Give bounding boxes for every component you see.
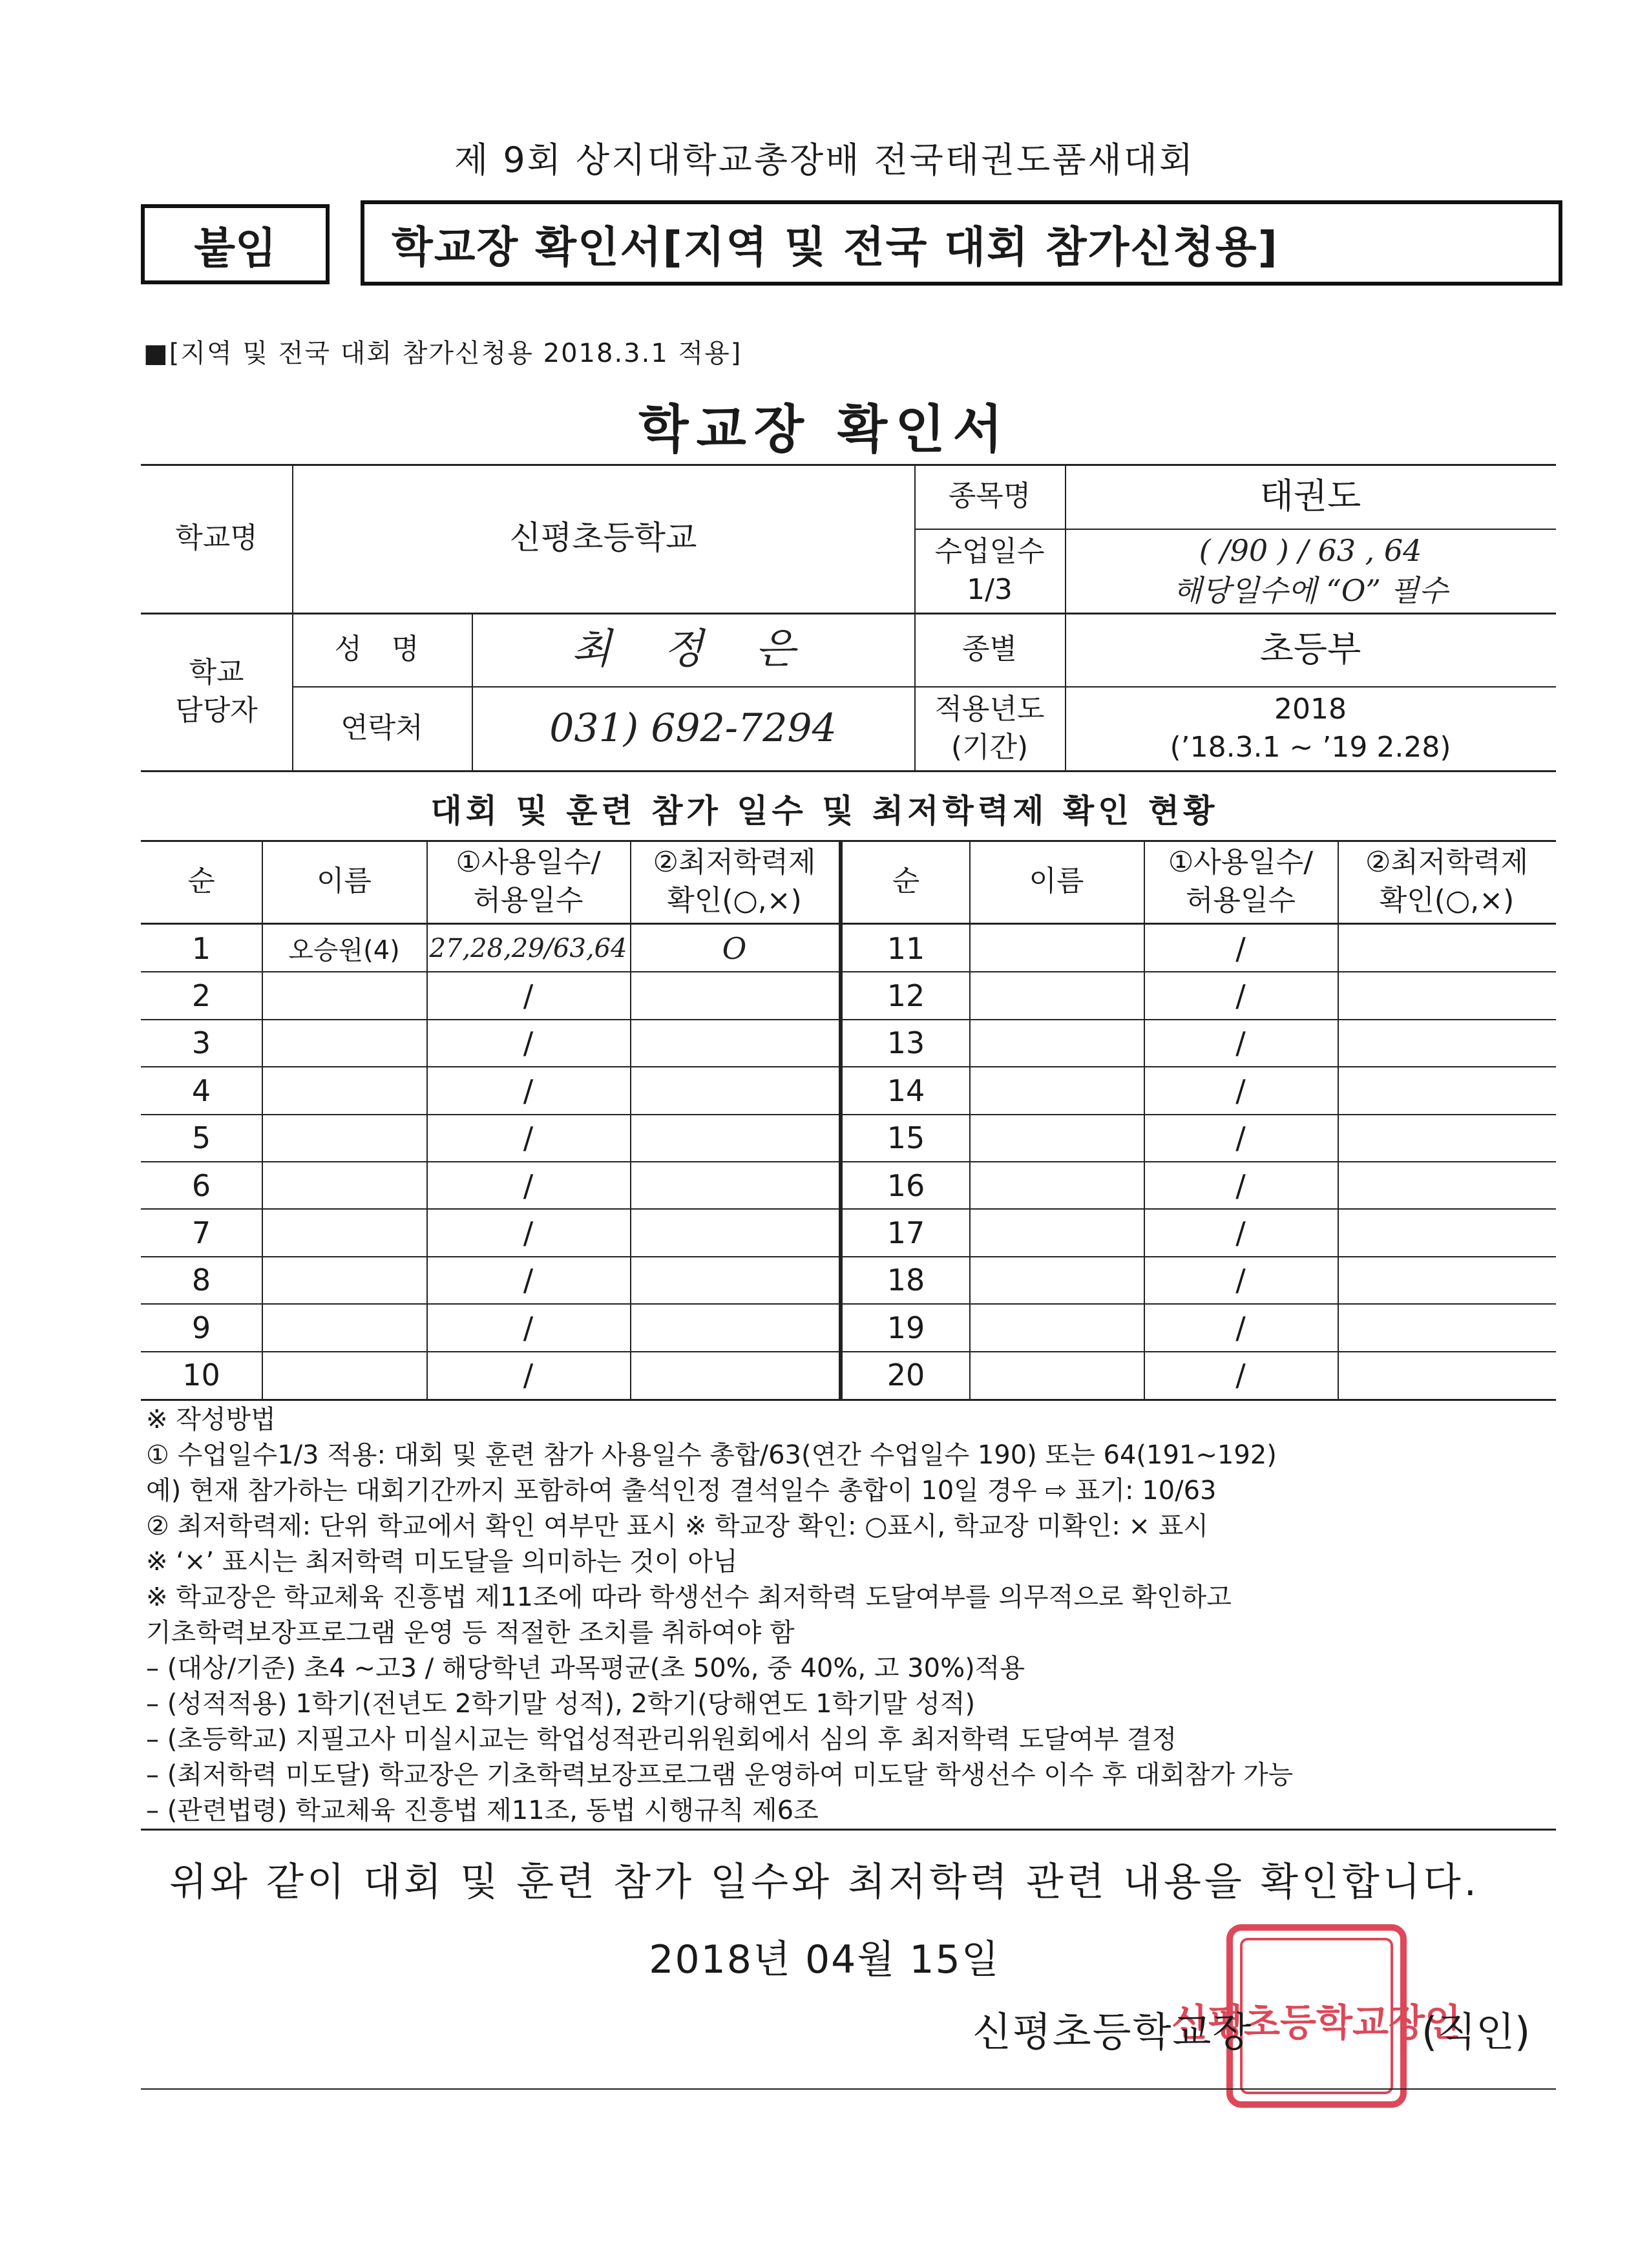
- table-cell-name: [969, 1020, 1144, 1067]
- table-cell-name: 오승원(4): [288, 936, 400, 966]
- table-cell-check: [630, 1162, 839, 1209]
- table-cell-no: 10: [182, 1358, 220, 1393]
- method-line: – (성적적용) 1학기(전년도 2학기말 성적), 2학기(당해연도 1학기말 성적): [146, 1689, 976, 1719]
- table-cell-no: 4: [191, 1073, 211, 1108]
- method-heading: ※ 작성방법: [146, 1405, 276, 1434]
- name-value: 최 정 은: [571, 625, 815, 673]
- table-cell-days: /: [1235, 1310, 1246, 1345]
- table-cell-days: /: [523, 1120, 534, 1156]
- table-cell-days: /: [1235, 930, 1246, 966]
- method-line: – (대상/기준) 초4 ~고3 / 해당학년 과목평균(초 50%, 중 40%, 고 30%)적용: [146, 1654, 1025, 1683]
- column-divider: [969, 840, 971, 1399]
- year-value-line2: (’18.3.1 ~ ’19 2.28): [1170, 731, 1451, 764]
- table-cell-name: [262, 1067, 426, 1114]
- header-days-right: [1144, 840, 1338, 923]
- header-days-line2: 허용일수: [473, 884, 583, 917]
- year-label: [914, 686, 1065, 770]
- table-cell-days: /: [523, 1168, 534, 1203]
- method-line: – (초등학교) 지필고사 미실시교는 학업성적관리위원회에서 심의 후 최저학력 도달여부 결정: [146, 1725, 1177, 1754]
- table-cell-no: 17: [887, 1215, 925, 1251]
- year-label-line1: 적용년도: [934, 692, 1045, 726]
- table-cell-check: [1338, 1304, 1556, 1351]
- table-cell-days: /: [1235, 978, 1246, 1014]
- division-value: 초등부: [1259, 628, 1361, 669]
- days-label-line2: 1/3: [967, 573, 1013, 606]
- table-cell-check: [1338, 1162, 1556, 1209]
- staff-label-line2: 담당자: [175, 694, 258, 727]
- table-cell-check: [630, 1067, 839, 1114]
- event-title: 제 9회 상지대학교총장배 전국태권도품새대회: [454, 140, 1195, 180]
- table-cell-days: /: [1235, 1120, 1246, 1156]
- table-cell-name: [262, 1162, 426, 1209]
- year-value: [1065, 686, 1556, 770]
- table-cell-name: [262, 1020, 426, 1067]
- table-cell-no: 12: [887, 978, 925, 1014]
- staff-label: [141, 613, 292, 770]
- division-label: 종별: [961, 633, 1017, 666]
- table-cell-name: [969, 1352, 1144, 1399]
- table-cell-check: [630, 1304, 839, 1351]
- table-cell-check: [1338, 1209, 1556, 1256]
- column-divider: [630, 840, 631, 1399]
- table-cell-days: /: [1235, 1263, 1246, 1298]
- writing-method: [146, 1402, 1587, 1829]
- rule: [141, 1829, 1556, 1831]
- year-value-line1: 2018: [1274, 692, 1347, 726]
- table-cell-check: [630, 1115, 839, 1162]
- table-cell-no: 16: [887, 1168, 925, 1203]
- table-cell-no: 11: [887, 930, 925, 966]
- method-line: ① 수업일수1/3 적용: 대회 및 훈련 참가 사용일수 총합/63(연간 수업일수 190) 또는 64(191~192): [146, 1440, 1277, 1470]
- table-cell-name: [262, 1304, 426, 1351]
- table-cell-no: 14: [887, 1073, 925, 1108]
- column-divider: [426, 840, 428, 1399]
- method-line: – (관련법령) 학교체육 진흥법 제11조, 동법 시행규칙 제6조: [146, 1796, 819, 1825]
- table-cell-name: [969, 925, 1144, 972]
- days-value-line1: ( /90 ) / 63 , 64: [1199, 532, 1422, 568]
- table-cell-days: /: [523, 1215, 534, 1251]
- table-cell-no: 5: [191, 1120, 211, 1156]
- days-value-line2: 해당일수에 “O” 필수: [1173, 573, 1448, 608]
- table-cell-check: [1338, 1352, 1556, 1399]
- table-cell-days: /: [1235, 1358, 1246, 1393]
- table-cell-name: [262, 1257, 426, 1304]
- table-cell-no: 9: [191, 1310, 211, 1345]
- table-cell-name: [262, 1115, 426, 1162]
- table-cell-check: [630, 972, 839, 1019]
- form-note: ■[지역 및 전국 대회 참가신청용 2018.3.1 적용]: [143, 339, 742, 368]
- table-cell-days: 27,28,29/63,64: [429, 933, 627, 963]
- signer-name: 신평초등학교장: [972, 2008, 1253, 2055]
- method-line: ※ 학교장은 학교체육 진흥법 제11조에 따라 학생선수 최저학력 도달여부를 의무적으로 확인하고: [146, 1582, 1232, 1612]
- table-cell-days: /: [523, 1263, 534, 1298]
- header-box-title: 학교장 확인서[지역 및 전국 대회 참가신청용]: [361, 200, 1562, 286]
- days-value: [1065, 529, 1556, 613]
- table-cell-no: 20: [887, 1358, 925, 1393]
- table-cell-days: /: [1235, 1073, 1246, 1108]
- attachment-label: 붙임: [141, 204, 330, 284]
- year-label-line2: (기간): [951, 731, 1029, 764]
- sport-value: 태권도: [1259, 475, 1361, 516]
- table-cell-days: /: [1235, 1215, 1246, 1251]
- header-name-right: 이름: [1029, 865, 1084, 898]
- section-title: 대회 및 훈련 참가 일수 및 최저학력제 확인 현황: [430, 792, 1219, 830]
- table-cell-no: 3: [191, 1025, 211, 1061]
- staff-label-line1: 학교: [189, 655, 244, 689]
- school-value: 신평초등학교: [509, 519, 697, 557]
- table-cell-check: [1338, 1257, 1556, 1304]
- column-divider: [262, 840, 263, 1399]
- method-line: ② 최저학력제: 단위 학교에서 확인 여부만 표시 ※ 학교장 확인: ○표시, 학교장 미확인: × 표시: [146, 1511, 1209, 1541]
- table-cell-no: 8: [191, 1263, 211, 1298]
- header-name: 이름: [316, 865, 372, 898]
- table-cell-check: [1338, 925, 1556, 972]
- table-cell-days: /: [1235, 1025, 1246, 1061]
- table-cell-check: [1338, 972, 1556, 1019]
- table-cell-no: 6: [191, 1168, 211, 1203]
- header-check-line2: 확인(○,×): [667, 884, 802, 917]
- table-cell-days: /: [523, 978, 534, 1014]
- document-title: 학교장 확인서: [638, 399, 1011, 459]
- table-cell-days: /: [523, 1310, 534, 1345]
- days-label-line1: 수업일수: [934, 534, 1045, 568]
- table-cell-name: [969, 1304, 1144, 1351]
- table-cell-check: [630, 1257, 839, 1304]
- seal-mark: (직인): [1422, 2008, 1531, 2055]
- column-divider: [1338, 840, 1339, 1399]
- table-cell-name: [969, 1257, 1144, 1304]
- column-divider: [1144, 840, 1145, 1399]
- header-check: [630, 840, 839, 923]
- header-check-right: [1338, 840, 1556, 923]
- header-days: [426, 840, 630, 923]
- table-cell-days: /: [1235, 1168, 1246, 1203]
- table-cell-name: [969, 1162, 1144, 1209]
- table-cell-check: O: [722, 930, 747, 966]
- school-label: 학교명: [175, 521, 258, 555]
- method-line: 기초학력보장프로그램 운영 등 적절한 조치를 취하여야 함: [146, 1618, 795, 1648]
- method-line: 예) 현재 참가하는 대회기간까지 포함하여 출석인정 결석일수 총합이 10일 경우 ⇨ 표기: 10/63: [146, 1476, 1217, 1506]
- confirmation-date: 2018년 04월 15일: [649, 1937, 1000, 1982]
- method-line: – (최저학력 미도달) 학교장은 기초학력보장프로그램 운영하여 미도달 학생선수 이수 후 대회참가 가능: [146, 1760, 1294, 1790]
- table-cell-days: /: [523, 1025, 534, 1061]
- table-cell-days: /: [523, 1073, 534, 1108]
- header-days-right-line2: 허용일수: [1185, 884, 1296, 917]
- confirmation-statement: 위와 같이 대회 및 훈련 참가 일수와 최저학력 관련 내용을 확인합니다.: [169, 1860, 1480, 1905]
- table-cell-name: [969, 972, 1144, 1019]
- header-check-line1: ②최저학력제: [653, 845, 816, 879]
- table-cell-check: [630, 1020, 839, 1067]
- table-cell-no: 18: [887, 1263, 925, 1298]
- rule: [141, 1399, 1556, 1401]
- table-cell-check: [630, 1352, 839, 1399]
- table-cell-check: [1338, 1115, 1556, 1162]
- table-cell-name: [969, 1067, 1144, 1114]
- table-cell-no: 19: [887, 1310, 925, 1345]
- header-days-right-line1: ①사용일수/: [1168, 845, 1314, 879]
- rule: [141, 770, 1556, 772]
- header-check-right-line1: ②최저학력제: [1365, 845, 1528, 879]
- table-cell-no: 7: [191, 1215, 211, 1251]
- table-cell-name: [969, 1115, 1144, 1162]
- name-label: 성 명: [334, 633, 430, 666]
- days-label: [914, 529, 1065, 613]
- header-no-right: 순: [892, 865, 920, 898]
- sport-label: 종목명: [948, 479, 1031, 513]
- table-cell-no: 2: [191, 978, 211, 1014]
- method-line: ※ ‘×’ 표시는 최저학력 미도달을 의미하는 것이 아님: [146, 1547, 738, 1577]
- table-cell-check: [1338, 1020, 1556, 1067]
- seal-text: 신평초등학교장인: [1171, 2000, 1462, 2044]
- header-check-right-line2: 확인(○,×): [1379, 884, 1515, 917]
- table-cell-name: [969, 1209, 1144, 1256]
- rule: [141, 2088, 1556, 2090]
- table-cell-name: [262, 1352, 426, 1399]
- table-cell-check: [1338, 1067, 1556, 1114]
- table-cell-name: [262, 1209, 426, 1256]
- table-cell-check: [630, 1209, 839, 1256]
- table-cell-days: /: [523, 1358, 534, 1393]
- contact-value: 031) 692-7294: [549, 705, 837, 751]
- table-cell-name: [262, 972, 426, 1019]
- table-cell-no: 15: [887, 1120, 925, 1156]
- table-cell-no: 13: [887, 1025, 925, 1061]
- contact-label: 연락처: [341, 711, 423, 745]
- header-days-line1: ①사용일수/: [456, 845, 601, 879]
- table-cell-no: 1: [191, 930, 211, 966]
- header-no: 순: [187, 865, 215, 898]
